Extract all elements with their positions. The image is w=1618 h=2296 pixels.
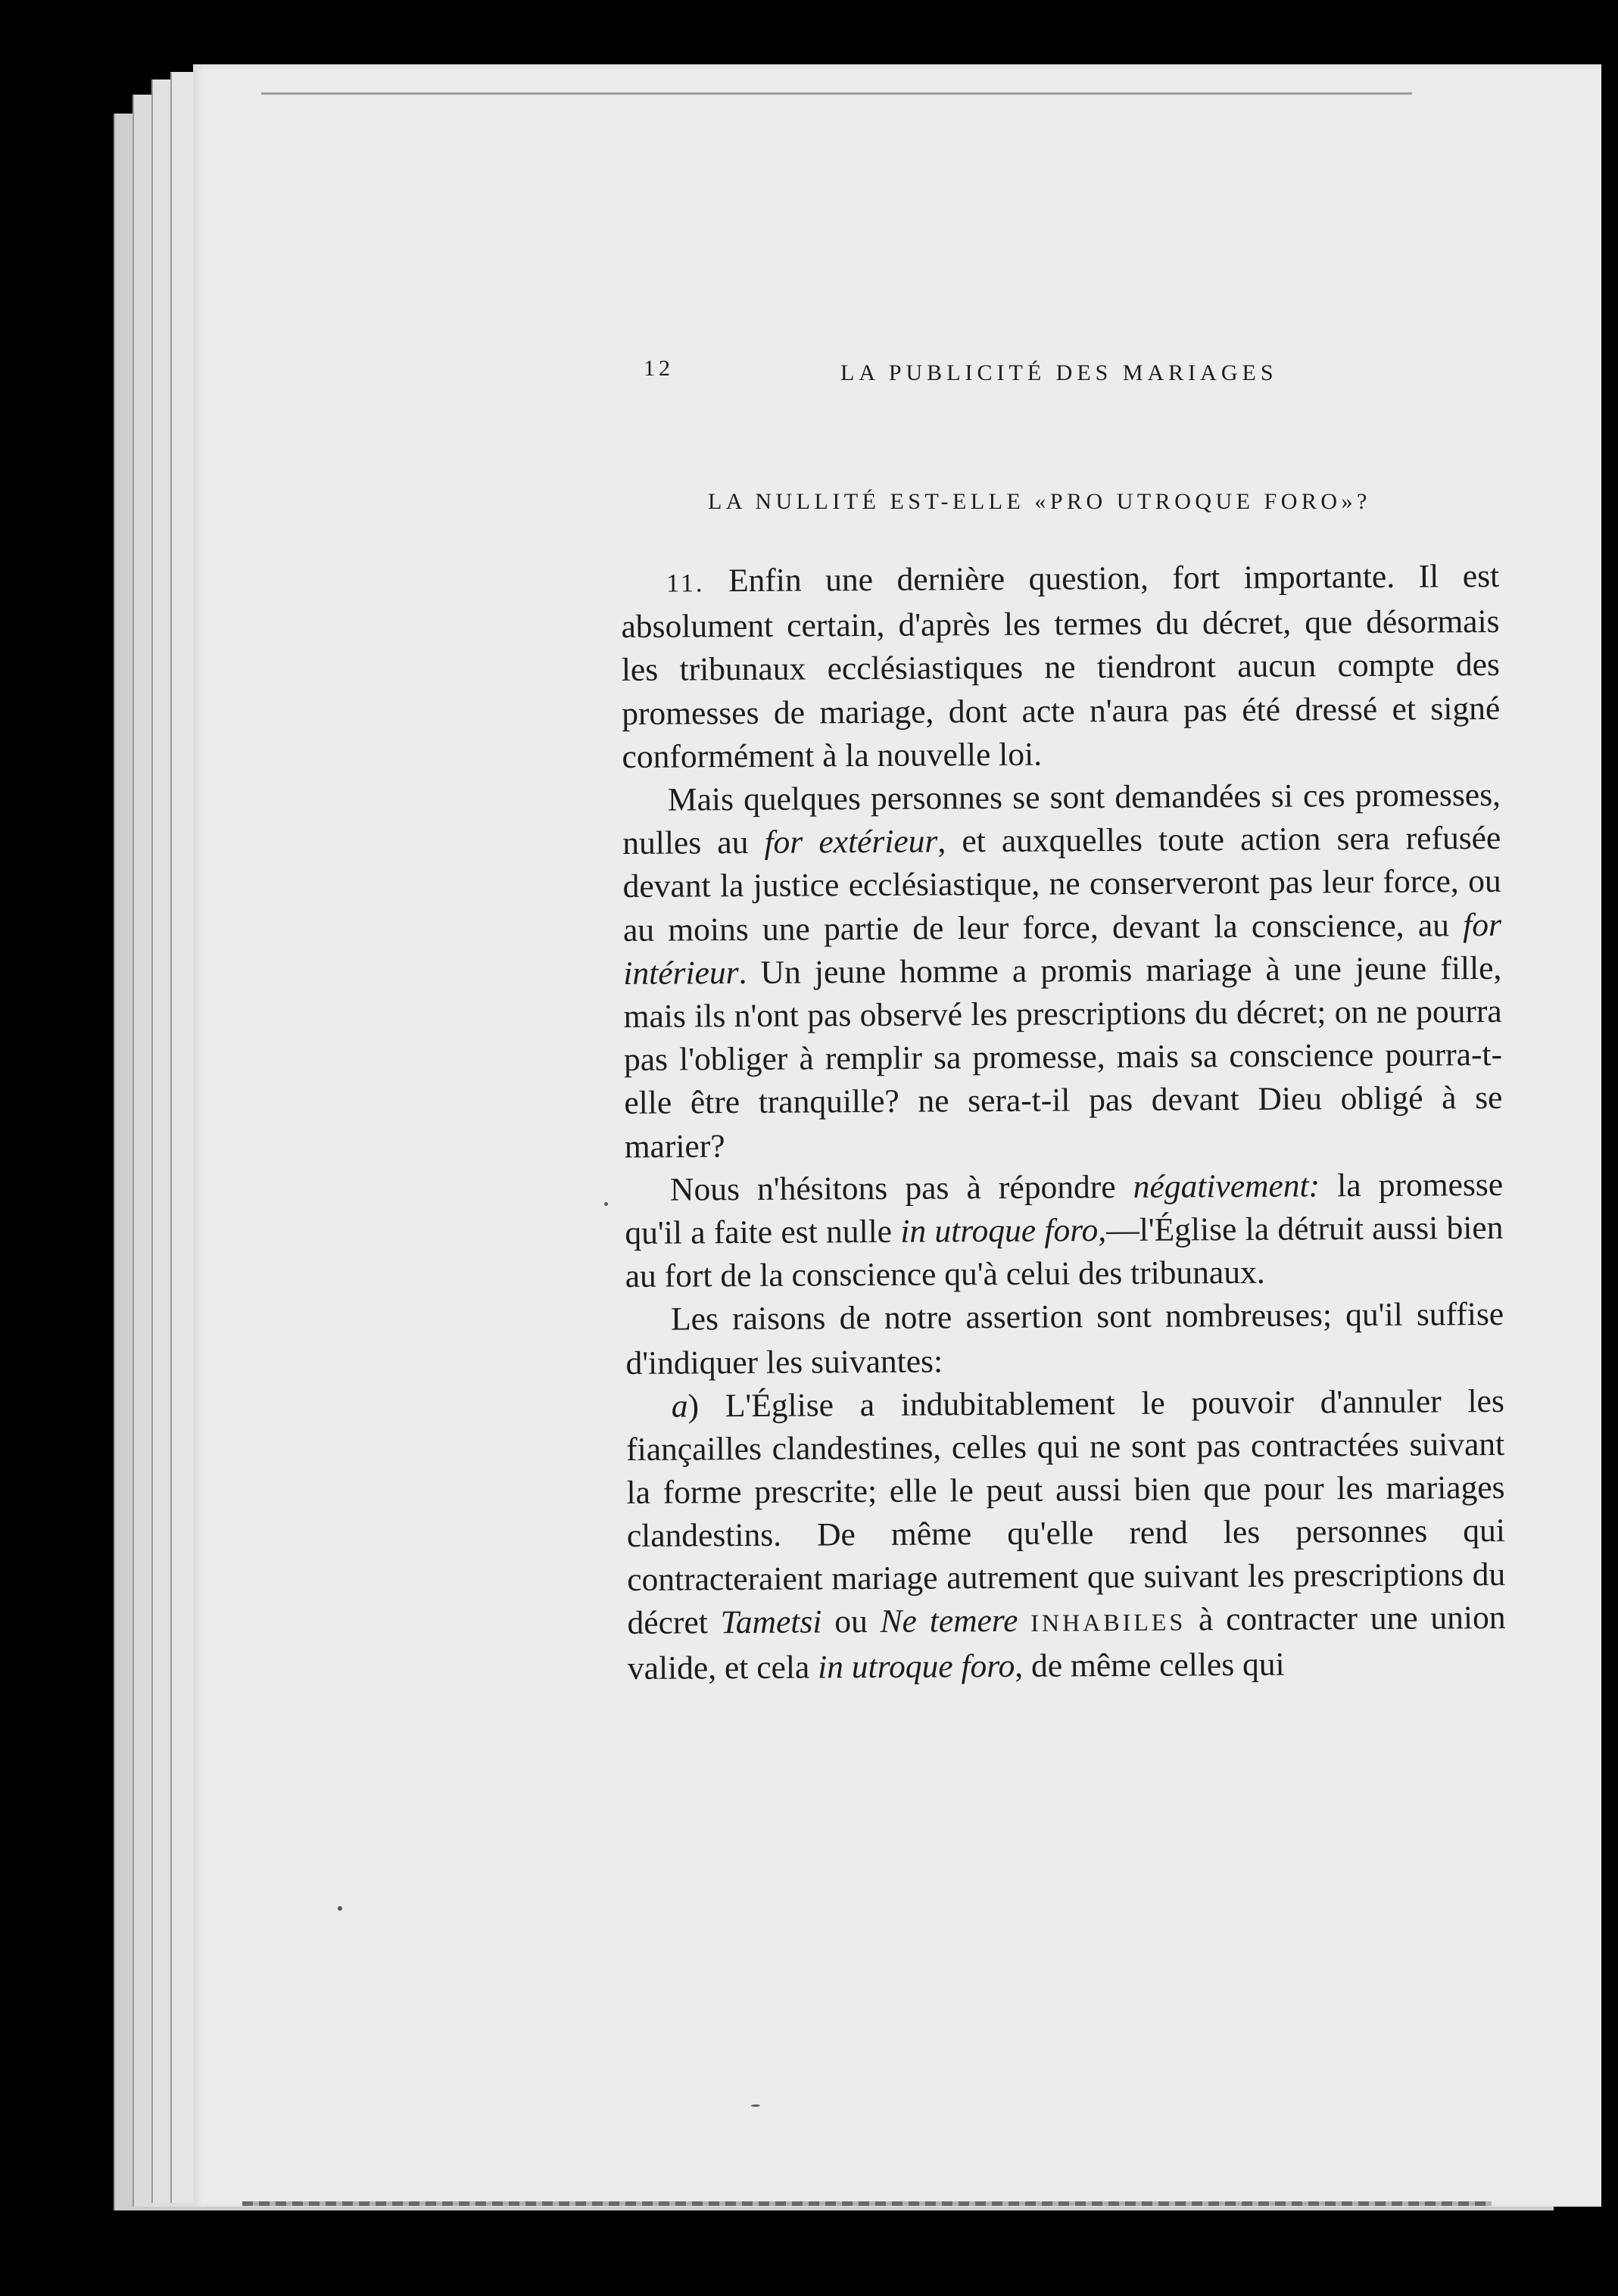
body-text bbox=[621, 555, 1506, 1690]
section-title: LA NULLITÉ EST-ELLE «PRO UTROQUE FORO»? bbox=[708, 489, 1371, 514]
paragraph-text bbox=[1018, 1603, 1030, 1639]
paragraph-text: —l'Église la détruit aussi bien au fort de la conscience qu'à celui des tribunaux. bbox=[625, 1209, 1504, 1295]
paragraph-text: la promesse qu'il a faite est nulle bbox=[625, 1166, 1504, 1252]
paragraph-number: 11. bbox=[666, 569, 705, 598]
bottom-page-edge-line bbox=[242, 2201, 1492, 2206]
paragraph-text: , et auxquelles toute action sera refusée devant la justice ecclésiastique, ne conserveront pas leur force, ou au moins une partie de leur force, devant la conscience, au bbox=[622, 820, 1501, 949]
paragraph-text: Mais quelques personnes se sont demandées si ces promesses, nulles au bbox=[622, 776, 1501, 862]
paragraph-text: ou bbox=[821, 1603, 881, 1640]
paragraph-text: ) L'Église a indubitablement le pouvoir d'annuler les fiançailles clandestines, celles qui ne sont pas contractées suivant la forme prescrite; elle le peut aussi bien que pour les mariages clandestins. De même qu'elle rend les personnes qui contracteraient mariage autrement que suivant les prescriptions du décret bbox=[626, 1382, 1506, 1641]
paragraph-11 bbox=[621, 555, 1501, 779]
italic-term: in utroque foro, bbox=[900, 1212, 1107, 1250]
paragraph-text: . Un jeune homme a promis mariage à une jeune fille, mais ils n'ont pas observé les prescriptions du décret; on ne pourra pas l'obliger à remplir sa promesse, mais sa conscience pourra-t-elle être tranquille? ne sera-t-il pas devant Dieu obligé à se marier? bbox=[623, 949, 1503, 1165]
small-caps-term: INHABILES bbox=[1030, 1608, 1186, 1637]
top-page-edge-line bbox=[261, 92, 1412, 95]
italic-term: for intérieur bbox=[623, 906, 1502, 992]
paper-speck bbox=[338, 1906, 342, 1911]
paper-speck bbox=[751, 2104, 760, 2107]
paragraph bbox=[622, 774, 1503, 1169]
italic-term: négativement: bbox=[1133, 1167, 1320, 1205]
paragraph-text: Nous n'hésitons pas à répondre bbox=[669, 1168, 1133, 1208]
italic-term: for extérieur bbox=[764, 823, 938, 861]
paragraph-text: Les raisons de notre assertion sont nombreuses; qu'il suffise d'indiquer les suivantes: bbox=[625, 1296, 1504, 1382]
paragraph bbox=[625, 1293, 1504, 1385]
paragraph-text: Enfin une dernière question, fort importante. Il est absolument certain, d'après les termes du décret, que désormais les tribunaux ecclésiastiques ne tiendront aucun compte des promesses de mariage, dont acte n'aura pas été dressé et signé conformément à la nouvelle loi. bbox=[621, 557, 1501, 775]
italic-term: Tametsi bbox=[720, 1603, 822, 1641]
paragraph-text: à contracter une union valide, et cela bbox=[627, 1599, 1506, 1687]
paragraph bbox=[625, 1164, 1504, 1299]
page-number: 12 bbox=[644, 356, 674, 381]
running-head: LA PUBLICITÉ DES MARIAGES bbox=[840, 360, 1278, 385]
italic-term: in utroque foro bbox=[817, 1647, 1015, 1686]
list-marker: a bbox=[671, 1388, 688, 1425]
paragraph-text: , de même celles qui bbox=[1015, 1646, 1285, 1684]
italic-term: Ne temere bbox=[880, 1602, 1018, 1640]
paper-speck bbox=[604, 1202, 608, 1206]
paragraph bbox=[626, 1380, 1506, 1691]
